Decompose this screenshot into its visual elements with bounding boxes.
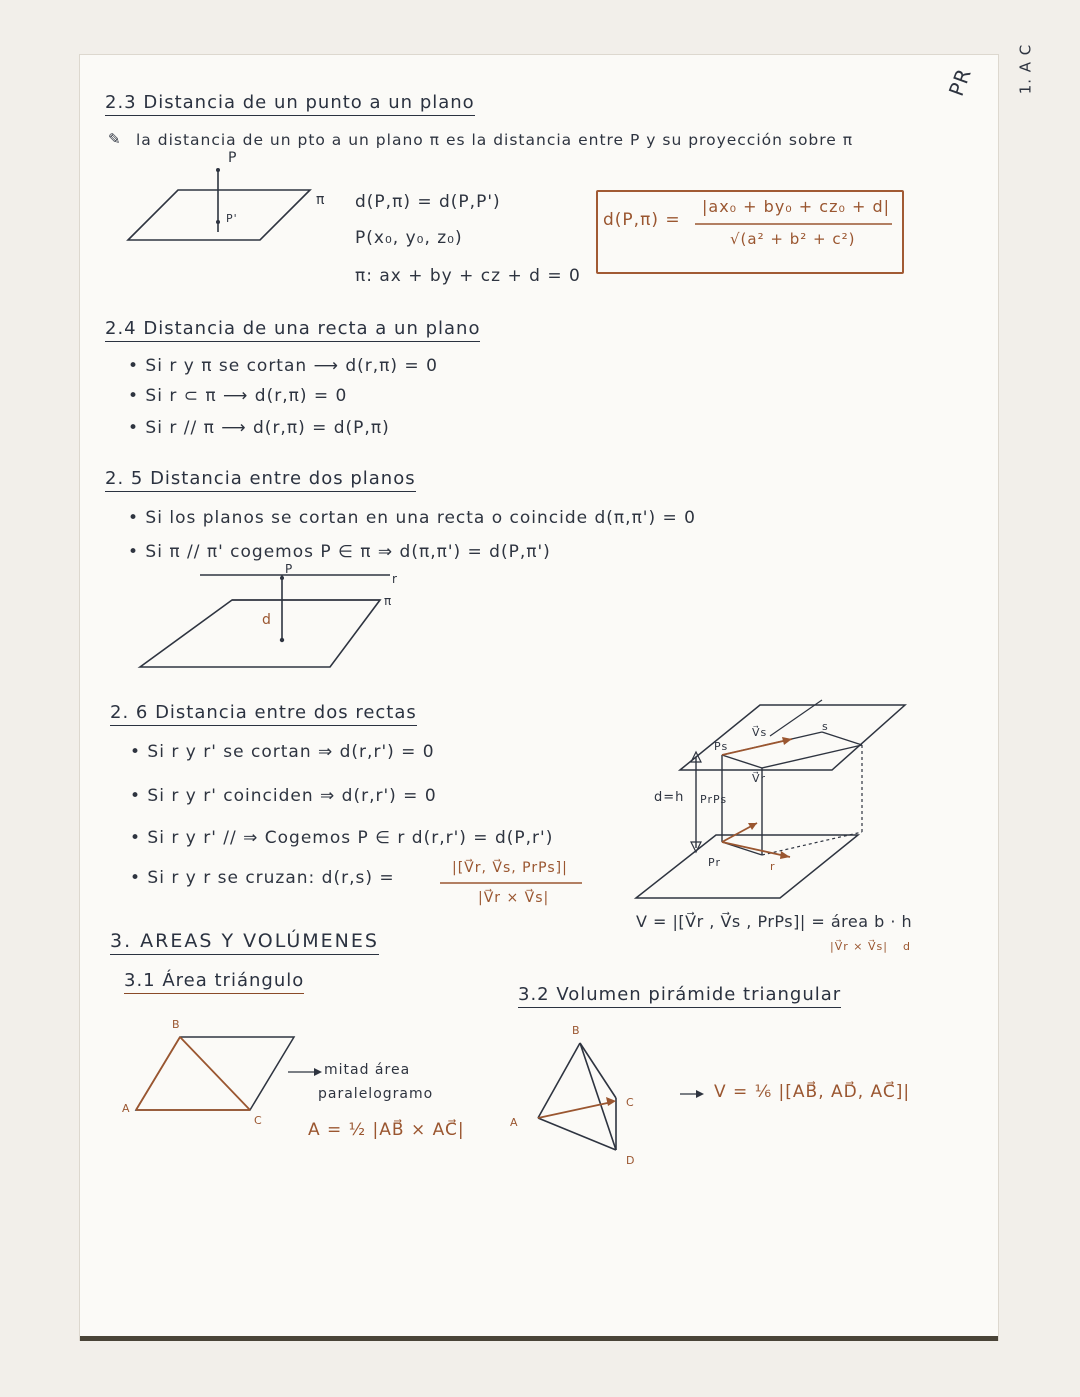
section-2-4-title-text: 2.4 Distancia de una recta a un plano: [105, 318, 480, 342]
volume-sub-1: |V⃗r × V⃗s|: [830, 940, 888, 953]
pyramid-label-C: C: [626, 1096, 635, 1109]
list-item-2-5-1: • Si los planos se cortan en una recta o coincide d(π,π') = 0: [128, 508, 696, 528]
fig-label-PrPs: PrPs: [700, 793, 728, 806]
section-2-3-title-text: 2.3 Distancia de un punto a un plano: [105, 92, 475, 116]
section-2-6-title-text: 2. 6 Distancia entre dos rectas: [110, 702, 417, 726]
pyramid-label-A: A: [510, 1116, 519, 1129]
label-P: P: [228, 150, 238, 166]
section-3-title-text: 3. AREAS Y VOLÚMENES: [110, 930, 379, 955]
label-P-prime: P': [226, 212, 238, 225]
formula-line-3: π: ax + by + cz + d = 0: [355, 266, 581, 286]
bullet-icon: ✎: [108, 130, 122, 148]
pyramid-volume-formula: V = ⅙ |[AB⃗, AD⃗, AC⃗]|: [714, 1082, 911, 1102]
volume-formula: V = |[V⃗r , V⃗s , PrPs]| = área b · h: [636, 912, 913, 931]
label-pi: π: [316, 192, 326, 208]
corner-text: PR: [943, 64, 977, 100]
fig-label-Ps: Ps: [714, 740, 729, 753]
section-2-5-title-text: 2. 5 Distancia entre dos planos: [105, 468, 416, 492]
label-r-2-5: r: [392, 572, 398, 586]
fig-label-d-h: d=h: [654, 790, 685, 805]
fig-label-r: r: [770, 860, 776, 873]
formula-line-1: d(P,π) = d(P,P'): [355, 192, 501, 212]
box-lhs: d(P,π) =: [603, 210, 681, 230]
list-item-2-5-2: • Si π // π' cogemos P ∈ π ⇒ d(π,π') = d(P,π'): [128, 542, 551, 562]
cross-distance-denominator: |V⃗r × V⃗s|: [478, 890, 550, 906]
area-formula: A = ½ |AB⃗ × AC⃗|: [308, 1120, 465, 1140]
cross-distance-numerator: |[V⃗r, V⃗s, PrPs]|: [452, 860, 568, 876]
list-item-2-4-1: • Si r y π se cortan ⟶ d(r,π) = 0: [128, 356, 438, 376]
area-note-1: mitad área: [324, 1062, 411, 1078]
box-denominator: √(a² + b² + c²): [730, 230, 856, 248]
fig-label-s: s: [822, 720, 829, 733]
fig-label-Pr: Pr: [708, 856, 721, 869]
fig-label-Vr-mid: V⃗r: [752, 772, 767, 785]
fig-label-Vs-top: V⃗s: [752, 726, 768, 739]
formula-line-2: P(x₀, y₀, z₀): [355, 228, 463, 248]
label-P-2-5: P: [285, 562, 294, 576]
pyramid-label-D: D: [626, 1154, 636, 1167]
box-numerator: |ax₀ + by₀ + cz₀ + d|: [702, 197, 891, 216]
pyramid-label-B: B: [572, 1024, 581, 1037]
area-note-2: paralelogramo: [318, 1086, 434, 1102]
triangle-label-C: C: [254, 1114, 263, 1127]
volume-sub-2: d: [903, 940, 911, 953]
list-item-2-6-1: • Si r y r' se cortan ⇒ d(r,r') = 0: [130, 742, 435, 762]
corner-text-2: 1. A C: [1016, 43, 1035, 95]
label-pi-2-5: π: [384, 594, 393, 608]
triangle-label-A: A: [122, 1102, 131, 1115]
section-3-2-title-text: 3.2 Volumen pirámide triangular: [518, 984, 841, 1008]
list-item-2-6-3: • Si r y r' // ⇒ Cogemos P ∈ r d(r,r') = d(P,r'): [130, 828, 554, 848]
list-item-2-4-2: • Si r ⊂ π ⟶ d(r,π) = 0: [128, 386, 348, 406]
label-d-2-5: d: [262, 612, 272, 628]
triangle-label-B: B: [172, 1018, 181, 1031]
section-3-1-title-text: 3.1 Área triángulo: [124, 970, 304, 994]
section-2-3-intro: la distancia de un pto a un plano π es la distancia entre P y su proyección sobre π: [136, 131, 854, 149]
list-item-2-6-2: • Si r y r' coinciden ⇒ d(r,r') = 0: [130, 786, 437, 806]
list-item-2-6-4: • Si r y r se cruzan: d(r,s) =: [130, 868, 395, 888]
list-item-2-4-3: • Si r // π ⟶ d(r,π) = d(P,π): [128, 418, 390, 438]
